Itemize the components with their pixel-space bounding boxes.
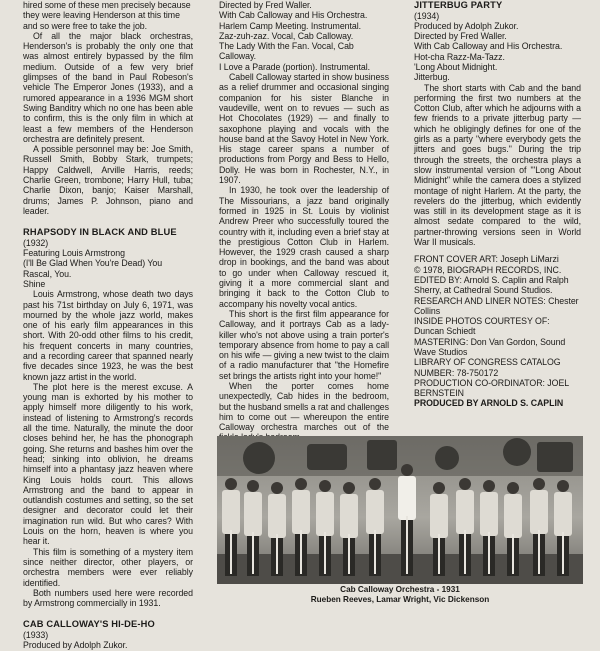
producer-line: Produced by Adolph Zukor. (23, 640, 128, 651)
credit-line: FRONT COVER ART: Joseph LiMarzi (414, 254, 559, 265)
credit-line: RESEARCH AND LINER NOTES: Chester Collins (414, 295, 579, 316)
credit-line: Directed by Fred Waller. (414, 31, 507, 42)
paragraph: Of all the major black orchestras, Henderson's is probably the only one that was almost entirely bypassed by the film medium. Outside of a few very brief glimpses of the band in Paul Robeson's vehicle The Emperor Jones (1933), and a rumored appearance in a 1936 MGM short Swing Banditry which no one has been able to confirm, this is the only film in which at least a few members of the Henderson orchestra are definitely present. (23, 30, 193, 144)
caption-title: Cab Calloway Orchestra - 1931 (340, 585, 460, 594)
paragraph: hired some of these men precisely because they were leaving Henderson at this time and so were free to take the job. (23, 0, 191, 31)
photo-caption (217, 585, 583, 604)
section-heading: JITTERBUG PARTY (414, 0, 503, 10)
song-title: Jitterbug. (414, 72, 450, 83)
film-year: (1933) (23, 629, 49, 640)
credit-line: PRODUCTION CO-ORDINATOR: JOEL BERNSTEIN (414, 377, 569, 399)
song-title: I Love a Parade (portion). Instrumental. (219, 61, 371, 72)
liner-notes-column-3 (414, 0, 581, 409)
song-title: Hot-cha Razz-Ma-Tazz. (414, 51, 505, 62)
featuring-line: Featuring Louis Armstrong (23, 248, 125, 259)
paragraph: A possible personnel may be: Joe Smith, Russell Smith, Bobby Stark, trumpets; Happy Caldwell, Arville Harris, reeds; Charlie Green, trombone; Harry Hull, tuba; Charlie Dixon, banjo; Kaiser Marshall, drums; James P. Johnson, piano and leader. (23, 144, 193, 216)
paragraph: Louis Armstrong, whose death two days past his 71st birthday on July 6, 1971, was mourned by the whole jazz world, makes one of his early film appearances in this short. With 20-odd other films to his credit, his frequent concerts in many countries, and a recording career that spanned nearly five decades since 1923, he was the best known jazz artist in the world. (23, 289, 193, 382)
paragraph: Cabell Calloway started in show business as a relief drummer and occasional singing companion for his sister Blanche in vaudeville, went on to revues — such as Hot Chocolates (1929) — and finally to saxophone playing and vocals with the house band at the Savoy Hotel in New York. His stage career spans a number of productions from Porgy and Bess to Hello, Dolly. He was born in Rochester, N.Y., in 1907. (219, 72, 389, 186)
section-heading: RHAPSODY IN BLACK AND BLUE (23, 227, 177, 238)
credit-line: MASTERING: Don Van Gordon, Sound Wave Studios (414, 336, 566, 357)
catalog-number: LIBRARY OF CONGRESS CATALOG NUMBER: 78-750172 (414, 357, 561, 378)
credit-line: With Cab Calloway and His Orchestra. (219, 10, 368, 21)
paragraph: In 1930, he took over the leadership of The Missourians, a jazz band originally formed in 1925 in St. Louis by violinist Andrew Preer who successfully toured the country with it, including even a brief stay at the prestigious Cotton Club in Harlem. However, the 1929 crash caused a sharp drop in bookings, and the band was about to go under when Calloway rescued it, giving it a more commercial slant and bringing it back to the Cotton Club to accompany his novelty vocal antics. (219, 185, 389, 309)
credit-line: EDITED BY: Arnold S. Caplin and Ralph Sherry, at Cathedral Sound Studios. (414, 274, 569, 296)
song-title: (I'll Be Glad When You're Dead) You Rascal, You. (23, 258, 163, 279)
paragraph: The short starts with Cab and the band performing the first two numbers at the Cotton Club, after which he adjourns with a few friends to a private jitterbug party — which he obligingly defines for one of the girls as a party "where everybody gets the jitters and goes bugs." During the trip through the streets, the orchestra plays a slow instrumental version of "'Long About Midnight" while the camera does a stylized montage of night Harlem. At the party, the revelers do the jitterbug, which evidently was still in its development stage as it is almost sedate compared to the wild, partner-throwing versions seen in World War II musicals. (414, 82, 581, 248)
paragraph: Both numbers used here were recorded by Armstrong commercially in 1931. (23, 587, 193, 609)
credit-line: Produced by Adolph Zukor. (414, 20, 519, 31)
caption-names: Rueben Reeves, Lamar Wright, Vic Dickenson (310, 594, 490, 604)
liner-notes-column-1 (23, 0, 193, 651)
credit-line: INSIDE PHOTOS COURTESY OF: Duncan Schiedt (414, 316, 550, 337)
orchestra-photo (217, 436, 583, 584)
orchestra-photo-illustration (217, 436, 583, 584)
producer-credit: PRODUCED BY ARNOLD S. CAPLIN (414, 398, 564, 409)
paragraph: This short is the first film appearance for Calloway, and it portrays Cab as a lady-killer who's not above using a train porter's temporary absence from home to pay a call on his wife — giving a new twist to the claim of a radio manufacturer that "the Homefire set brings the artists right into your home!" (219, 308, 389, 381)
paragraph: This film is something of a mystery item since neither director, other players, or orchestra members were ever reliably identified. (23, 546, 193, 588)
credit-line: Directed by Fred Waller. (219, 0, 312, 10)
liner-notes-column-2 (219, 0, 389, 443)
song-title: 'Long About Midnight. (414, 61, 498, 72)
song-title: The Lady With the Fan. Vocal, Cab Calloway. (219, 41, 354, 62)
copyright-line: © 1978, BIOGRAPH RECORDS, INC. (414, 264, 562, 275)
film-year: (1932) (23, 237, 49, 248)
film-year: (1934) (414, 10, 440, 21)
song-title: Shine (23, 278, 46, 289)
song-title: Harlem Camp Meeting. Instrumental. (219, 20, 362, 31)
paragraph: The plot here is the merest excuse. A young man is exhorted by his mother to apply himself more diligently to his work, instead of listening to Armstrong's records all the time. Naturally, the minute the door closes behind her, he has the phonograph going. She returns and bashes him over the head; sinking into oblivion, he dreams himself into a phantasy jazz heaven where King Louis holds court. This allows Armstrong and the band to appear in outlandish costumes and setting, so the set designer and decorator could let their imagination run wild. But who cares? With Louis on the horn, heaven is where you hear it. (23, 381, 193, 547)
paragraph: When the porter comes home unexpectedly, Cab hides in the bedroom, but the husband smells a rat and challenges him to come out — whereupon the entire Calloway orchestra marches out of the (219, 380, 389, 433)
credit-line: With Cab Calloway and His Orchestra. (414, 41, 563, 52)
section-heading: CAB CALLOWAY'S HI-DE-HO (23, 619, 155, 630)
song-title: Zaz-zuh-zaz. Vocal, Cab Calloway. (219, 30, 354, 41)
